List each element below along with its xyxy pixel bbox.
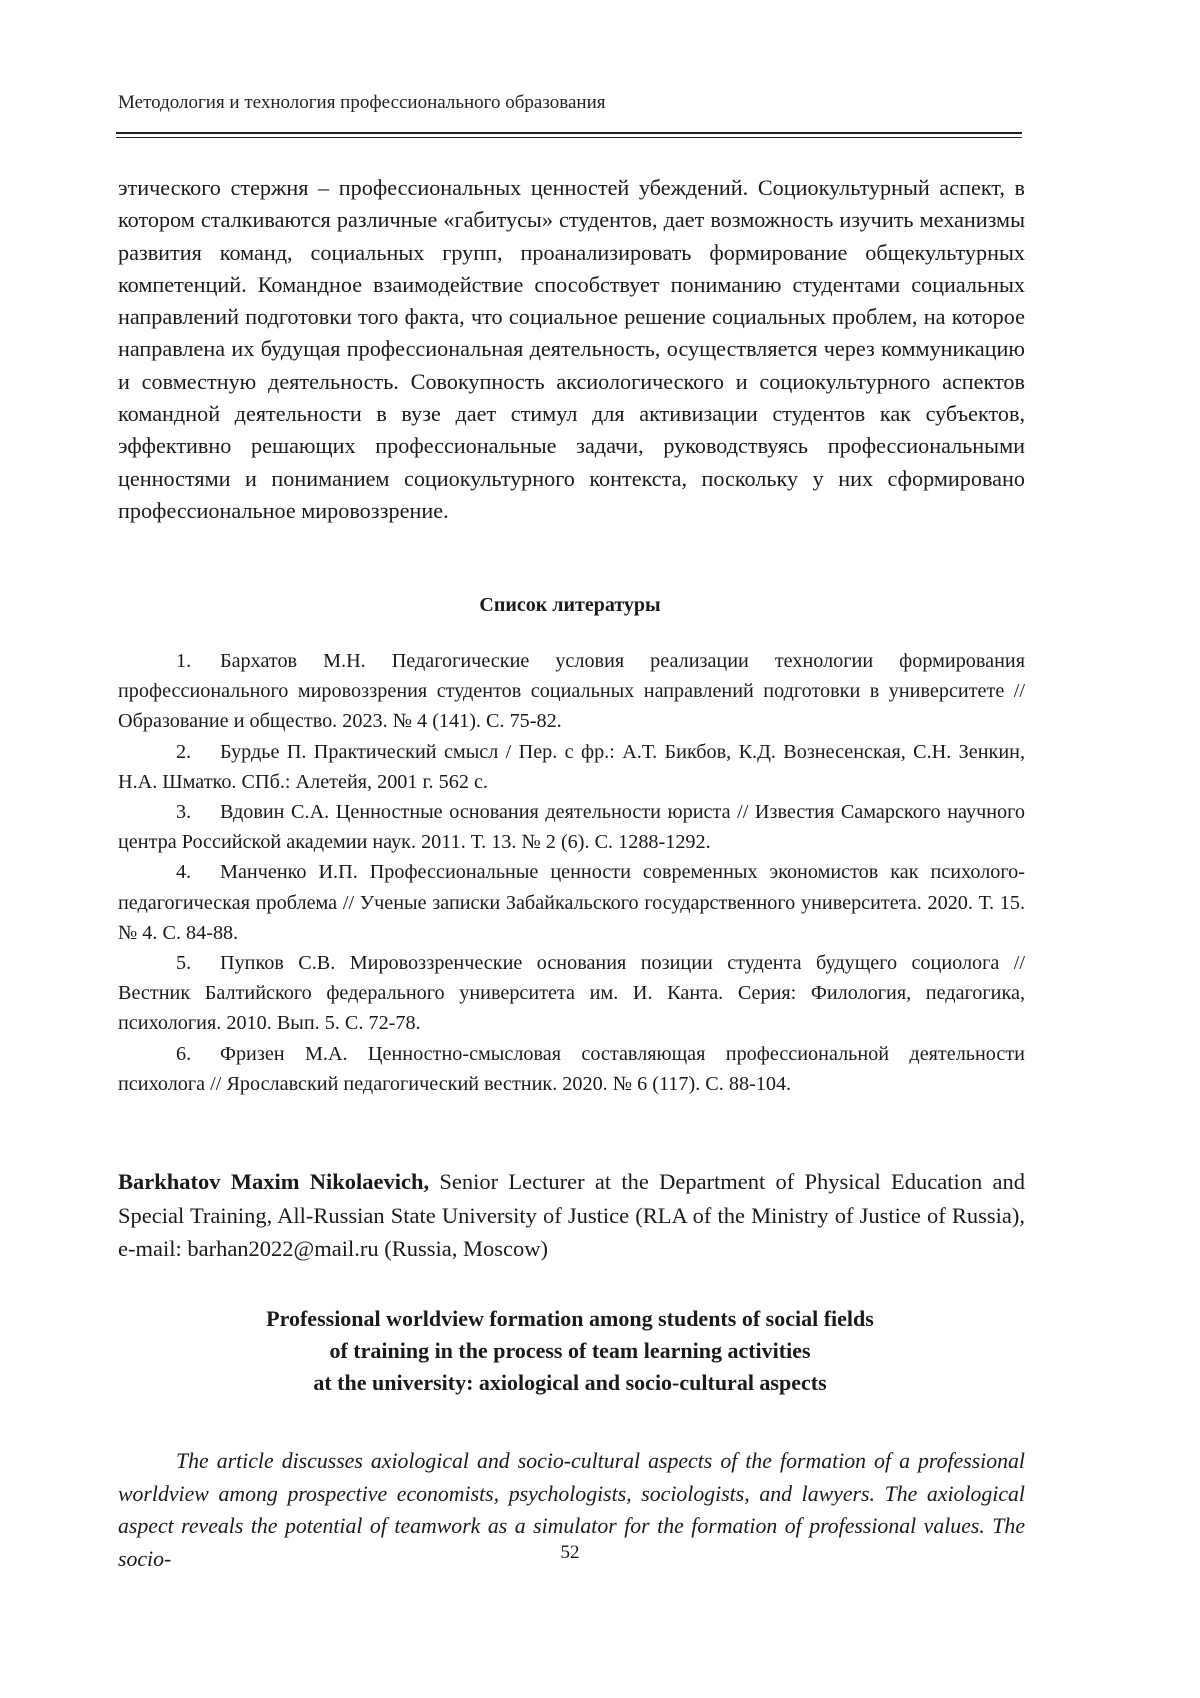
reference-number: 1.	[176, 650, 192, 672]
references-list	[118, 646, 1025, 1099]
header-rule-thin	[116, 137, 1022, 138]
reference-text: Бархатов М.Н. Педагогические условия реализации технологии формирования профессионального мировоззрения студентов социальных направлений подготовки в университете // Образование и общество. 2023. № 4 (141). С. 75-82.	[118, 650, 1025, 733]
reference-number: 3.	[176, 801, 192, 824]
reference-text: Пупков С.В. Мировоззренческие основания позиции студента будущего социолога // Вестник Балтийского федерального университета им. И. Канта. Серия: Филология, педагогика, психология. 2010. Вып. 5. С. 72-78.	[118, 952, 1025, 1035]
reference-number: 2.	[176, 740, 192, 763]
author-info	[118, 1165, 1025, 1266]
reference-number: 6.	[176, 1042, 192, 1065]
reference-item	[118, 1039, 1025, 1099]
reference-number: 5.	[176, 952, 192, 975]
reference-item	[118, 646, 1025, 737]
author-name: Barkhatov Maxim Nikolaevich,	[118, 1169, 430, 1194]
header-rule-thick	[116, 132, 1022, 134]
english-title-line: of training in the process of team learning activities	[329, 1338, 811, 1363]
reference-text: Вдовин С.А. Ценностные основания деятельности юриста // Известия Самарского научного центра Российской академии наук. 2011. Т. 13. № 2 (6). С. 1288-1292.	[118, 801, 1025, 854]
references-title: Список литературы	[479, 594, 661, 616]
author-details: Senior Lecturer at the Department of Physical Education and Special Training, All-Russian State University of Justice (RLA of the Ministry of Justice of Russia), e-mail: barhan2022@mail.ru (Russia, Moscow)	[118, 1169, 1026, 1261]
reference-item	[118, 797, 1025, 857]
reference-number: 4.	[176, 861, 192, 884]
english-title-line: Professional worldview formation among students of social fields	[266, 1306, 874, 1331]
reference-text: Бурдье П. Практический смысл / Пер. с фр.: А.Т. Бикбов, К.Д. Вознесенская, С.Н. Зенкин, Н.А. Шматко. СПб.: Алетейя, 2001 г. 562 с.	[118, 740, 1025, 793]
reference-item	[118, 948, 1025, 1039]
abstract-text: The article discusses axiological and socio-cultural aspects of the formation of a professional worldview among prospective economists, psychologists, sociologists, and lawyers. The axiological aspect reveals the potential of teamwork as a simulator for the formation of professional values. The socio-	[118, 1449, 1025, 1571]
english-article-title	[0, 1303, 1140, 1399]
reference-text: Фризен М.А. Ценностно-смысловая составляющая профессиональной деятельности психолога // Ярославский педагогический вестник. 2020. № 6 (117). С. 88-104.	[118, 1042, 1025, 1095]
reference-text: Манченко И.П. Профессиональные ценности современных экономистов как психолого-педагогическая проблема // Ученые записки Забайкальского государственного университета. 2020. Т. 15. № 4. С. 84-88.	[118, 861, 1025, 944]
body-paragraph: этического стержня – профессиональных ценностей убеждений. Социокультурный аспект, в котором сталкиваются различные «габитусы» студентов, дает возможность изучить механизмы развития команд, социальных групп, проанализировать формирование общекультурных компетенций. Командное взаимодействие способствует пониманию студентами социальных направлений подготовки того факта, что социальное решение социальных проблем, на которое направлена их будущая профессиональная деятельность, осуществляется через коммуникацию и совместную деятельность. Совокупность аксиологического и социокультурного аспектов командной деятельности в вузе дает стимул для активизации студентов как субъектов, эффективно решающих профессиональные задачи, руководствуясь профессиональными ценностями и пониманием социокультурного контекста, поскольку у них сформировано профессиональное мировоззрение.	[118, 175, 1025, 523]
page-number: 52	[560, 1542, 580, 1563]
reference-item	[118, 857, 1025, 948]
english-title-line: at the university: axiological and socio-cultural aspects	[313, 1370, 827, 1395]
reference-item	[118, 737, 1025, 797]
running-header: Методология и технология профессионального образования	[118, 92, 606, 113]
